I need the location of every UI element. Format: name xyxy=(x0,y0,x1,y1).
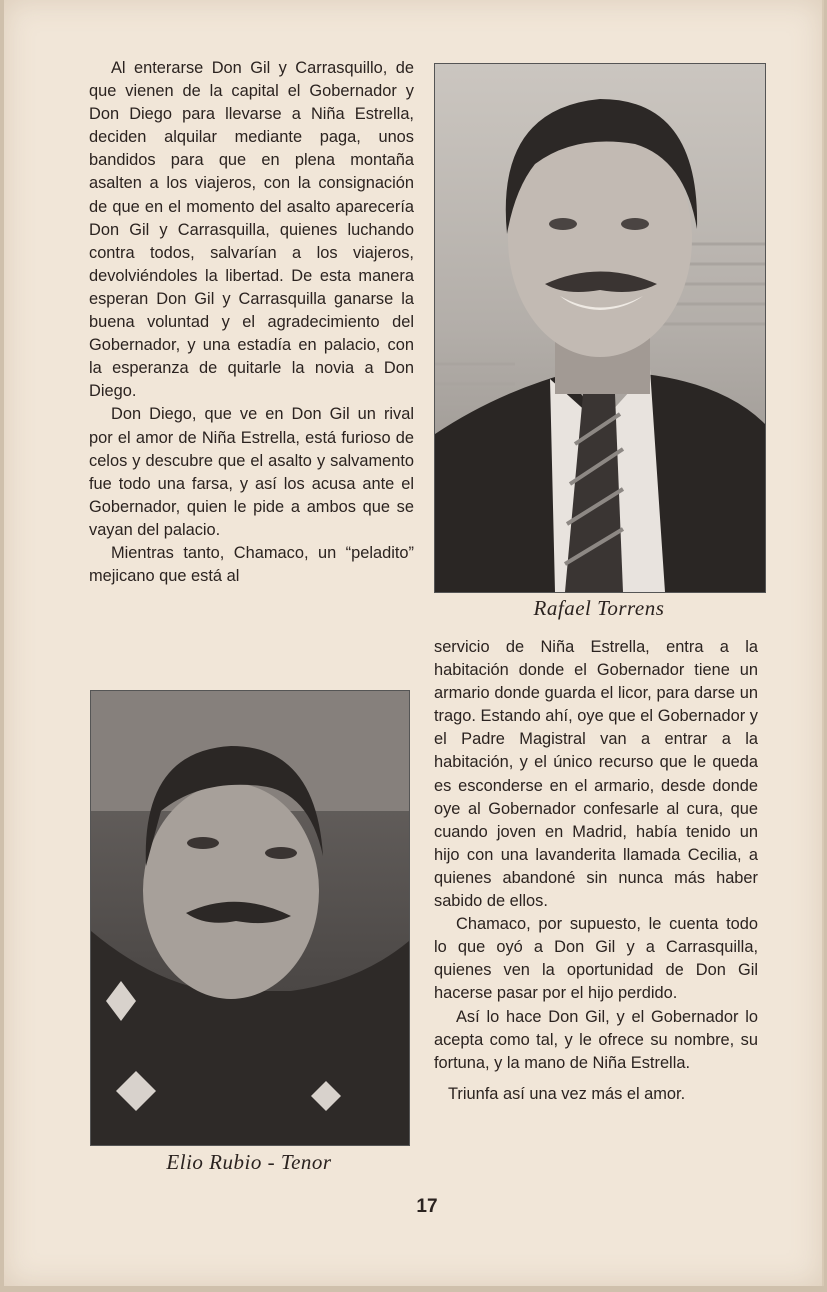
left-text-column xyxy=(89,57,414,588)
paragraph-1: Al enterarse Don Gil y Carrasquillo, de que vienen de la capital el Gobernador y Don Diego para llevarse a Niña Estrella, deciden alquilar mediante paga, unos bandidos para que en plena montaña asalten a los viajeros, con la consignación de que en el momento del asalto aparecería Don Gil y Carrasquilla, quienes luchando contra todos, salvarían a los viajeros, devolviéndoles la libertad. De esta manera esperan Don Gil y Carrasquilla ganarse la buena voluntad y el agradecimiento del Gobernador, y una estadía en palacio, con la esperanza de quitarle la novia a Don Diego. xyxy=(89,59,414,401)
paragraph-5: Así lo hace Don Gil, y el Gobernador lo acepta como tal, y le ofrece su nombre, su fortuna, y la mano de Niña Estrella. xyxy=(434,1007,758,1072)
portrait-illustration xyxy=(435,64,765,592)
paragraph-2: Don Diego, que ve en Don Gil un rival por el amor de Niña Estrella, está furioso de celos y descubre que el asalto y salvamento fue todo una farsa, y así los acusa ante el Gobernador, quien le pide a ambos que se vayan del palacio. xyxy=(89,405,414,539)
page-number: 17 xyxy=(416,1196,438,1217)
elio-rubio-caption: Elio Rubio - Tenor xyxy=(166,1150,332,1174)
paragraph-continued: servicio de Niña Estrella, entra a la habitación donde el Gobernador tiene un armario donde guarda el licor, para darse un trago. Estando ahí, oye que el Gobernador y el Padre Magistral van a entrar a la habitación, y el único recurso que le queda es esconderse en el armario, desde donde oye al Gobernador confesarle al cura, que cuando joven en Madrid, había tenido un hijo con una lavanderita llamada Cecilia, a quienes abandoné sin nunca más haber sabido de ellos. xyxy=(434,638,758,911)
booklet-page xyxy=(4,0,824,1286)
paragraph-3: Mientras tanto, Chamaco, un “peladito” mejicano que está al xyxy=(89,543,414,586)
right-text-column xyxy=(434,636,758,1106)
portrait-illustration xyxy=(91,691,409,1145)
rafael-torrens-photo xyxy=(434,63,766,593)
elio-rubio-photo xyxy=(90,690,410,1146)
paragraph-4: Chamaco, por supuesto, le cuenta todo lo que oyó a Don Gil y a Carrasquilla, quienes ven la oportunidad de Don Gil hacerse pasar por el hijo perdido. xyxy=(434,915,758,1003)
paragraph-6: Triunfa así una vez más el amor. xyxy=(448,1084,686,1103)
rafael-torrens-caption: Rafael Torrens xyxy=(533,596,665,620)
